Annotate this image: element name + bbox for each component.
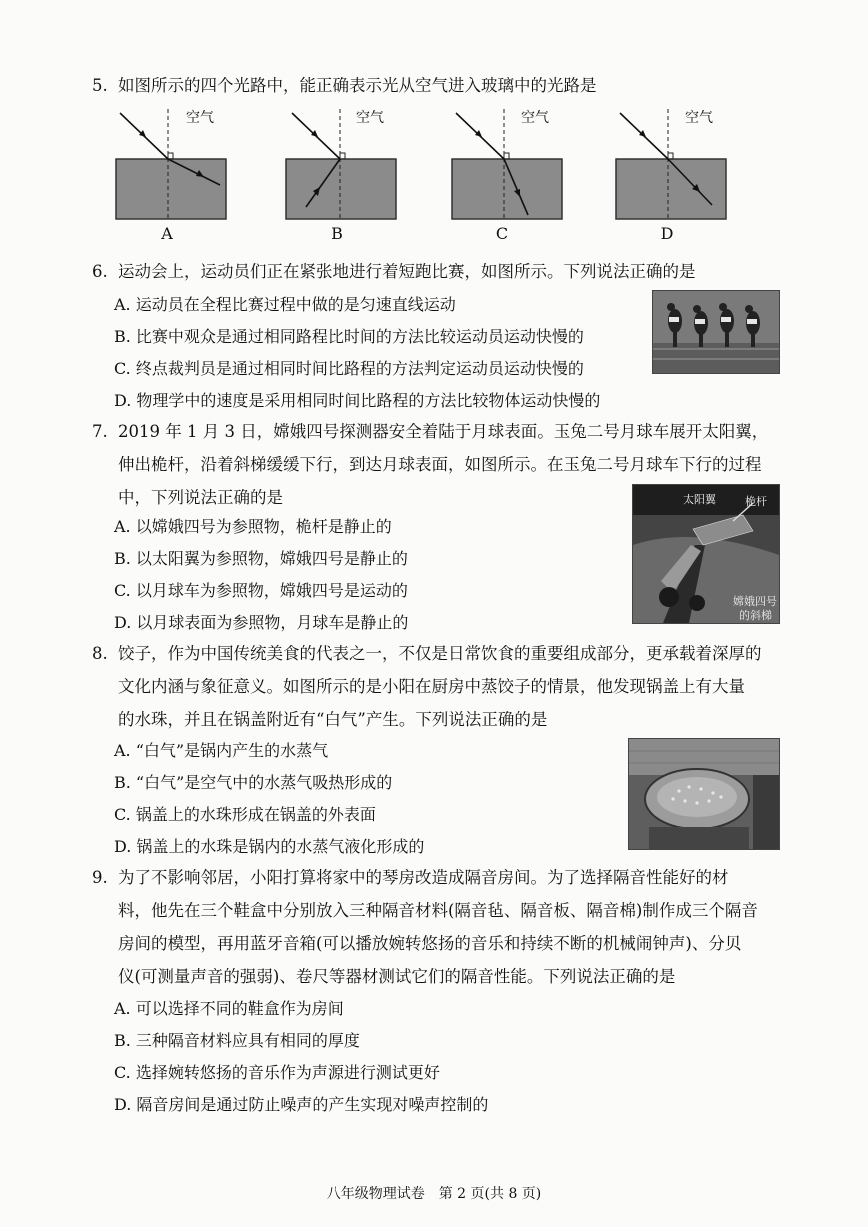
q6-number: 6. xyxy=(92,262,108,281)
q7-rover-photo xyxy=(632,484,780,624)
q8-stem-line-2: 文化内涵与象征意义。如图所示的是小阳在厨房中蒸饺子的情景，他发现锅盖上有大量 xyxy=(118,677,745,696)
q8-stem-line-1: 8. 饺子，作为中国传统美食的代表之一，不仅是日常饮食的重要组成部分，更承载着深厚的 xyxy=(92,644,762,663)
q7-photo-label-mast: 桅杆 xyxy=(745,495,767,508)
q5-diagram-b-label: B xyxy=(331,224,343,243)
q7-stem-line-2: 伸出桅杆，沿着斜梯缓缓下行，到达月球表面，如图所示。在玉兔二号月球车下行的过程 xyxy=(118,455,762,474)
q7-option-a: A. 以嫦娥四号为参照物，桅杆是静止的 xyxy=(114,517,392,536)
q9-option-a: A. 可以选择不同的鞋盒作为房间 xyxy=(114,999,344,1018)
q7-option-c: C. 以月球车为参照物，嫦娥四号是运动的 xyxy=(114,581,408,600)
q6-option-a: A. 运动员在全程比赛过程中做的是匀速直线运动 xyxy=(114,295,456,314)
q5-diagram-c-label: C xyxy=(495,224,509,243)
q8-option-d: D. 锅盖上的水珠是锅内的水蒸气液化形成的 xyxy=(114,837,425,856)
q5-air-label-d: 空气 xyxy=(685,110,713,126)
q9-option-c: C. 选择婉转悠扬的音乐作为声源进行测试更好 xyxy=(114,1063,440,1082)
q9-stem-line-2: 料，他先在三个鞋盒中分别放入三种隔音材料(隔音毡、隔音板、隔音棉)制作成三个隔音 xyxy=(118,901,758,920)
q8-option-b: B. “白气”是空气中的水蒸气吸热形成的 xyxy=(114,773,393,792)
q6-option-d: D. 物理学中的速度是采用相同时间比路程的方法比较物体运动快慢的 xyxy=(114,391,601,410)
q9-stem-line-4: 仪(可测量声音的强弱)、卷尺等器材测试它们的隔音性能。下列说法正确的是 xyxy=(118,967,676,986)
q5-diagram-b xyxy=(282,103,402,221)
q5-air-label-c: 空气 xyxy=(521,110,549,126)
q9-option-b: B. 三种隔音材料应具有相同的厚度 xyxy=(114,1031,360,1050)
q7-photo-label-ladder-2: 的斜梯 xyxy=(739,609,772,622)
q7-stem-line-3: 中，下列说法正确的是 xyxy=(118,488,283,507)
q9-stem-line-1: 9. 为了不影响邻居，小阳打算将家中的琴房改造成隔音房间。为了选择隔音性能好的材 xyxy=(92,868,729,887)
q8-option-c: C. 锅盖上的水珠形成在锅盖的外表面 xyxy=(114,805,376,824)
q6-option-b: B. 比赛中观众是通过相同路程比时间的方法比较运动员运动快慢的 xyxy=(114,327,584,346)
q8-steamer-photo xyxy=(628,738,780,850)
q8-number: 8. xyxy=(92,644,108,663)
q5-air-label-b: 空气 xyxy=(356,110,384,126)
q5-diagram-a xyxy=(112,103,232,221)
q8-stem-line-3: 的水珠，并且在锅盖附近有“白气”产生。下列说法正确的是 xyxy=(118,710,548,729)
q6-option-c: C. 终点裁判员是通过相同时间比路程的方法判定运动员运动快慢的 xyxy=(114,359,584,378)
q5-diagram-d xyxy=(612,103,732,221)
q6-stem: 6. 运动会上，运动员们正在紧张地进行着短跑比赛，如图所示。下列说法正确的是 xyxy=(92,262,696,281)
q7-stem-line-1: 7. 2019 年 1 月 3 日，嫦娥四号探测器安全着陆于月球表面。玉兔二号月球车展开太阳翼， xyxy=(92,422,769,441)
page-footer: 八年级物理试卷 第 2 页(共 8 页) xyxy=(326,1186,542,1202)
q7-option-d: D. 以月球表面为参照物，月球车是静止的 xyxy=(114,613,409,632)
q8-option-a: A. “白气”是锅内产生的水蒸气 xyxy=(114,741,329,760)
q6-sprinters-photo xyxy=(652,290,780,374)
q5-diagram-c xyxy=(448,103,568,221)
q5-diagram-a-label: A xyxy=(161,224,173,243)
q5-diagram-d-label: D xyxy=(660,224,674,243)
q5-stem: 5. 如图所示的四个光路中，能正确表示光从空气进入玻璃中的光路是 xyxy=(92,76,597,95)
q5-number: 5. xyxy=(92,76,108,95)
q9-stem-line-3: 房间的模型，再用蓝牙音箱(可以播放婉转悠扬的音乐和持续不断的机械闹钟声)、分贝 xyxy=(118,934,742,953)
q9-option-d: D. 隔音房间是通过防止噪声的产生实现对噪声控制的 xyxy=(114,1095,489,1114)
q7-photo-label-ladder-1: 嫦娥四号 xyxy=(733,595,777,608)
q7-option-b: B. 以太阳翼为参照物，嫦娥四号是静止的 xyxy=(114,549,408,568)
q5-air-label-a: 空气 xyxy=(186,110,214,126)
q7-photo-label-wing: 太阳翼 xyxy=(683,493,716,506)
q9-number: 9. xyxy=(92,868,108,887)
q7-number: 7. xyxy=(92,422,108,441)
